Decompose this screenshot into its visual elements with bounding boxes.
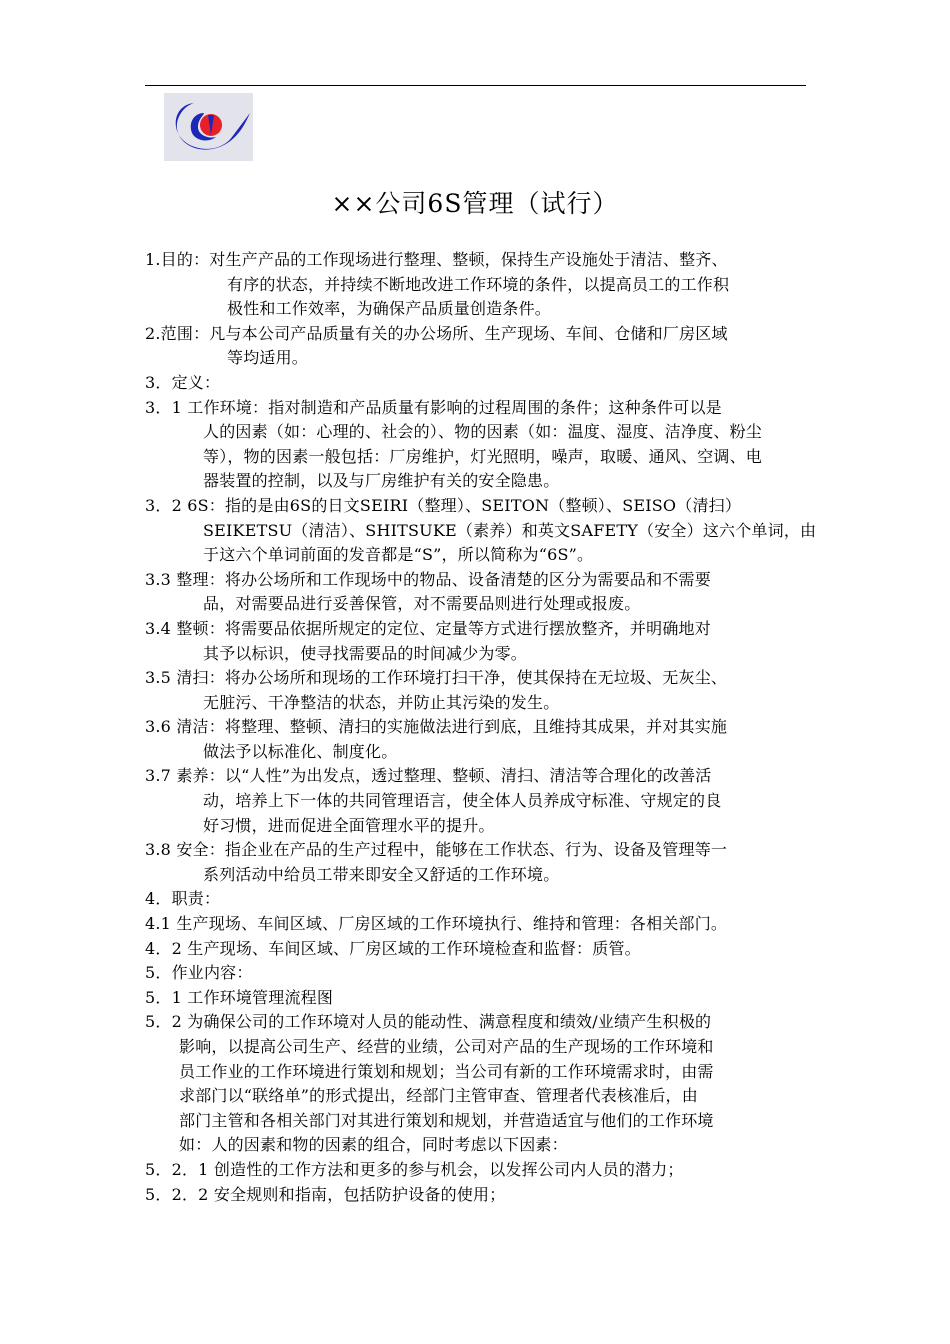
document-body	[145, 248, 817, 1207]
text-line: 1.目的：对生产产品的工作现场进行整理、整顿，保持生产设施处于清洁、整齐、	[145, 250, 728, 269]
text-line: 2.范围：凡与本公司产品质量有关的办公场所、生产现场、车间、仓储和厂房区域	[145, 323, 728, 343]
text-line: 极性和工作效率，为确保产品质量创造条件。	[227, 299, 552, 319]
header-rule	[145, 85, 806, 86]
text-line: 3.4 整顿：将需要品依据所规定的定位、定量等方式进行摆放整齐，并明确地对	[145, 618, 711, 638]
text-line: 影响，以提高公司生产、经营的业绩，公司对产品的生产现场的工作环境和	[179, 1037, 714, 1056]
text-line: 好习惯，进而促进全面管理水平的提升。	[203, 815, 495, 835]
text-line: 等），物的因素一般包括：厂房维护，灯光照明，噪声，取暖、通风、空调、电	[203, 446, 763, 466]
text-line: 于这六个单词前面的发音都是“S”，所以简称为“6S”。	[203, 545, 594, 565]
text-line: 求部门以“联络单”的形式提出，经部门主管审查、管理者代表核准后，由	[179, 1086, 698, 1106]
text-line: 无脏污、干净整洁的状态，并防止其污染的发生。	[203, 692, 560, 712]
text-line: 做法予以标准化、制度化。	[203, 741, 398, 761]
text-line: 品，对需要品进行妥善保管，对不需要品则进行处理或报废。	[203, 594, 641, 614]
text-line: 5．2．1 创造性的工作方法和更多的参与机会，以发挥公司内人员的潜力；	[145, 1159, 684, 1179]
text-line: 系列活动中给员工带来即安全又舒适的工作环境。	[203, 864, 560, 884]
text-line: 员工作业的工作环境进行策划和规划；当公司有新的工作环境需求时，由需	[179, 1061, 714, 1081]
text-line: 3．定义：	[145, 372, 221, 392]
text-line: 如：人的因素和物的因素的组合，同时考虑以下因素：	[179, 1135, 568, 1155]
text-line: SEIKETSU（清洁）、SHITSUKE（素养）和英文SAFETY（安全）这六个单词，由	[203, 520, 817, 540]
page-title: ××公司6S管理（试行）	[331, 189, 619, 218]
text-line: 其予以标识，使寻找需要品的时间减少为零。	[203, 643, 528, 663]
text-line: 3．1 工作环境：指对制造和产品质量有影响的过程周围的条件；这种条件可以是	[145, 397, 722, 417]
text-line: 3.5 清扫：将办公场所和现场的工作环境打扫干净，使其保持在无垃圾、无灰尘、	[145, 668, 728, 688]
text-line: 3.3 整理：将办公场所和工作现场中的物品、设备清楚的区分为需要品和不需要	[145, 569, 711, 589]
company-logo-icon	[164, 93, 253, 161]
text-line: 等均适用。	[227, 348, 309, 368]
text-line: 5．1 工作环境管理流程图	[145, 987, 334, 1007]
text-line: 3.8 安全：指企业在产品的生产过程中，能够在工作状态、行为、设备及管理等一	[145, 840, 728, 860]
text-line: 4．2 生产现场、车间区域、厂房区域的工作环境检查和监督：质管。	[145, 938, 641, 958]
text-line: 部门主管和各相关部门对其进行策划和规划，并营造适宜与他们的工作环境	[179, 1110, 714, 1130]
text-line: 人的因素（如：心理的、社会的）、物的因素（如：温度、湿度、洁净度、粉尘	[203, 422, 763, 442]
text-line: 有序的状态，并持续不断地改进工作环境的条件，以提高员工的工作积	[227, 274, 730, 294]
text-line: 3.7 素养：以“人性”为出发点，透过整理、整顿、清扫、清洁等合理化的改善活	[145, 766, 712, 786]
text-line: 5．2．2 安全规则和指南，包括防护设备的使用；	[145, 1184, 506, 1204]
text-line: 5．2 为确保公司的工作环境对人员的能动性、满意程度和绩效/业绩产生积极的	[145, 1012, 712, 1032]
text-line: 3．2 6S：指的是由6S的日文SEIRI（整理）、SEITON（整顿）、SEISO（清扫）	[145, 495, 742, 515]
text-line: 4．职责：	[145, 889, 221, 909]
text-line: 4.1 生产现场、车间区域、厂房区域的工作环境执行、维持和管理：各相关部门。	[145, 914, 728, 934]
text-line: 动，培养上下一体的共同管理语言，使全体人员养成守标准、守规定的良	[203, 791, 722, 811]
text-line: 器装置的控制，以及与厂房维护有关的安全隐患。	[203, 471, 560, 491]
text-line: 3.6 清洁：将整理、整顿、清扫的实施做法进行到底，且维持其成果，并对其实施	[145, 717, 728, 737]
text-line: 5．作业内容：	[145, 963, 253, 983]
